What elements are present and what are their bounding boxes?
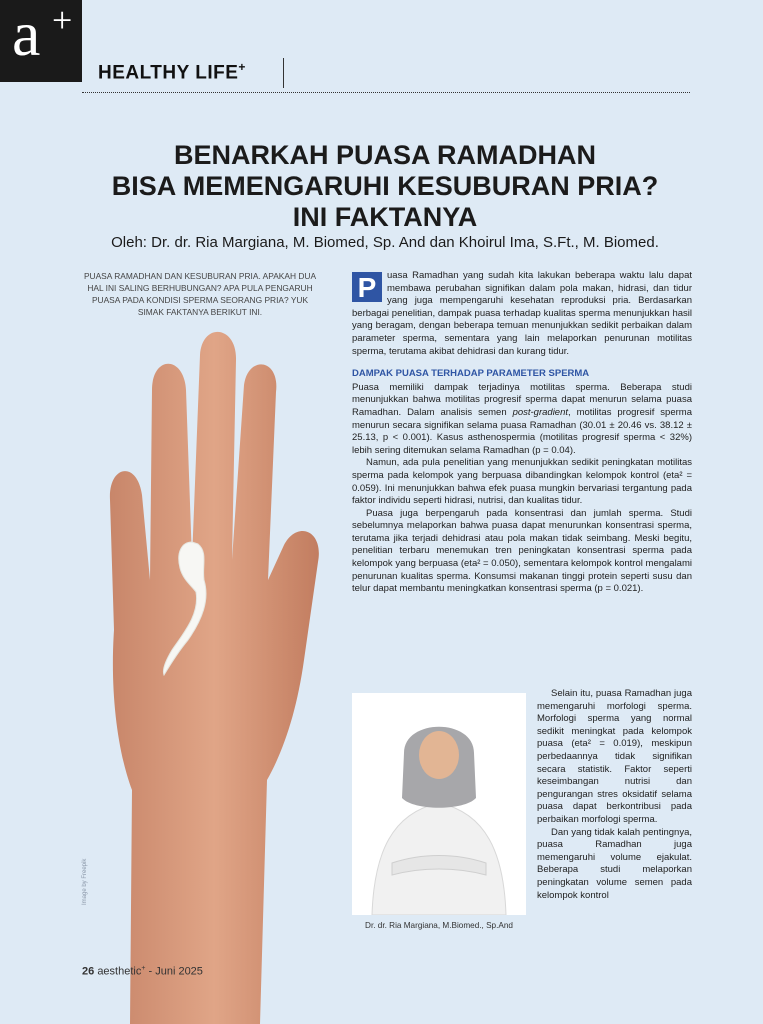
title-line-3: INI FAKTANYA: [292, 202, 478, 232]
dotted-rule: [82, 92, 690, 93]
face-shape: [419, 731, 459, 779]
header-divider: [283, 58, 284, 88]
subheading: DAMPAK PUASA TERHADAP PARAMETER SPERMA: [352, 368, 590, 380]
photo-caption: Dr. dr. Ria Margiana, M.Biomed., Sp.And: [365, 921, 513, 930]
paragraph-5: Selain itu, puasa Ramadhan juga memengaruhi morfologi sperma. Morfologi sperma yang normal sedikit meningkat pada kelompok puasa (eta² = 0.019), meskipun perbedaannya tidak signifikan secara statistik. Faktor seperti keseimbangan nutrisi dan pengurangan stres oksidatif selama puasa dapat berkontribusi pada perbaikan morfologi sperma.: [537, 688, 692, 825]
paragraph-2-part-a: Puasa memiliki dampak terjadinya motilitas sperma. Beberapa studi menunjukkan bahwa motilitas progresif sperma dapat menurun selama puasa Ramadhan. Dalam analisis semen: [352, 381, 692, 418]
paragraph-4: Puasa juga berpengaruh pada konsentrasi dan jumlah sperma. Studi sebelumnya melaporkan bahwa puasa dapat menurunkan konsentrasi sperma, terutama jika terjadi dehidrasi atau pola makan tidak seimbang. Meski begitu, penelitian terbaru menemukan tren peningkatan konsentrasi sperma pada kelompok yang berpuasa (eta² = 0.050), sementara kelompok kontrol mengalami penurunan kualitas sperma. Konsumsi makanan tinggi protein seperti susu dan telur dapat membantu meningkatkan konsentrasi sperma (p = 0.021).: [352, 507, 692, 595]
section-label-plus: +: [238, 60, 246, 74]
paragraph-2-emphasis: post-gradient: [512, 406, 569, 418]
page-number: 26: [82, 965, 95, 978]
footer-plus: +: [141, 965, 146, 972]
logo-plus: +: [52, 0, 73, 40]
magazine-logo: [0, 0, 82, 82]
drop-cap: P: [352, 272, 382, 302]
article-column-side: [537, 688, 692, 902]
footer-magazine: aesthetic: [97, 965, 142, 978]
image-credit: Image by Freepik: [82, 858, 88, 905]
hand-shape: [110, 332, 319, 1024]
logo-letter: a: [12, 0, 41, 69]
title-line-2: BISA MEMENGARUHI KESUBURAN PRIA?: [111, 171, 659, 201]
footer-issue: - Juni 2025: [145, 965, 203, 978]
hand-illustration: [92, 330, 332, 1024]
paragraph-2-part-b: , motilitas progresif sperma menurun secara signifikan selama puasa Ramadhan (30.01 ± 20.46 vs. 38.12 ± 25.13, p < 0.001). Kasus asthenospermia (motilitas progresif sperma < 32%) lebih sering ditemukan selama Ramadhan (p = 0.04).: [352, 406, 692, 456]
section-label: [98, 60, 246, 84]
title-line-1: BENARKAH PUASA RAMADHAN: [174, 140, 596, 170]
article-column-main: [352, 270, 692, 596]
paragraph-6: Dan yang tidak kalah pentingnya, puasa Ramadhan juga memengaruhi volume ejakulat. Beberapa studi melaporkan peningkatan volume semen pada kelompok kontrol: [537, 826, 692, 901]
byline: Oleh: Dr. dr. Ria Margiana, M. Biomed, Sp. And dan Khoirul Ima, S.Ft., M. Biomed.: [111, 234, 659, 251]
section-label-text: HEALTHY LIFE: [98, 62, 239, 84]
paragraph-1: uasa Ramadhan yang sudah kita lakukan beberapa waktu lalu dapat membawa perubahan signifikan dalam pola makan, hidrasi, dan tidur yang juga mempengaruhi kesehatan reproduksi pria. Berdasarkan berbagai penelitian, dampak puasa terhadap kualitas sperma menunjukkan hasil yang beragam, dengan beberapa temuan menunjukkan sedikit perbaikan dalam parameter sperma, sementara yang lain melaporkan penurunan motilitas sperma, terutama akibat dehidrasi dan kurang tidur.: [352, 270, 692, 357]
doctor-photo: [352, 693, 526, 915]
paragraph-2: [352, 382, 692, 458]
paragraph-3: Namun, ada pula penelitian yang menunjukkan sedikit peningkatan motilitas sperma pada kelompok yang berpuasa dibandingkan kelompok kontrol (eta² = 0.059). Ini menunjukkan bahwa efek puasa mungkin bervariasi tergantung pada faktor individu seperti hidrasi, nutrisi, dan kualitas tidur.: [352, 457, 692, 507]
intro-text: PUASA RAMADHAN DAN KESUBURAN PRIA. APAKAH DUA HAL INI SALING BERHUBUNGAN? APA PULA PENGARUH PUASA PADA KONDISI SPERMA SEORANG PRIA? YUK SIMAK FAKTANYA BERIKUT INI.: [83, 271, 317, 317]
page-footer: [82, 965, 203, 978]
article-title: [40, 140, 730, 233]
